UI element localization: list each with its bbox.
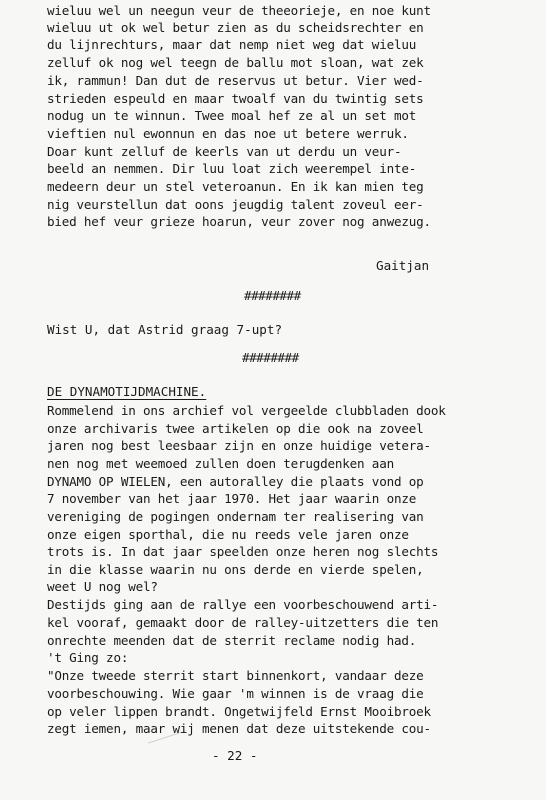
text-line: wieluu ut ok wel betur zien as du scheidsrechter en <box>47 20 424 35</box>
text-line: onze eigen sporthal, die nu reeds vele jaren onze <box>47 527 409 542</box>
signature: Gaitjan <box>376 258 430 273</box>
page-number: - 22 - <box>212 748 258 763</box>
separator-mark: ######## <box>244 288 301 303</box>
text-line: onrechte meenden dat de sterrit reclame nodig had. <box>47 633 417 648</box>
text-line: 't Ging zo: <box>47 650 129 665</box>
text-line: onze archivaris twee artikelen op die ook na zoveel <box>47 421 424 436</box>
text-line: wieluu wel un neegun veur de theeorieje, en noe kunt <box>47 3 431 18</box>
text-line: DYNAMO OP WIELEN, een autoralley die plaats vond op <box>47 474 424 489</box>
text-line: Destijds ging aan de rallye een voorbeschouwend arti- <box>47 597 439 612</box>
text-line: in die klasse waarin nu ons derde en vierde spelen, <box>47 562 424 577</box>
text-line: ik, rammun! Dan dut de reservus ut betur. Vier wed- <box>47 73 424 88</box>
text-line: du lijnrechturs, maar dat nemp niet weg dat wieluu <box>47 37 417 52</box>
question-line: Wist U, dat Astrid graag 7-upt? <box>47 322 283 337</box>
text-line: bied hef veur grieze hoarun, veur zover nog anwezug. <box>47 214 431 229</box>
text-line: op veler lippen brandt. Ongetwijfeld Ernst Mooibroek <box>47 704 431 719</box>
text-line: weet U nog wel? <box>47 579 158 594</box>
text-line: Rommelend in ons archief vol vergeelde clubbladen dook <box>47 403 446 418</box>
text-line: vereniging de pogingen ondernam ter realisering van <box>47 509 424 524</box>
text-line: medeern deur un stel veteroanun. En ik kan mien teg <box>47 179 424 194</box>
text-line: strieden espeuld en maar twoalf van du twintig sets <box>47 91 424 106</box>
text-line: jaren nog best leesbaar zijn en onze huidige vetera- <box>47 438 431 453</box>
text-line: vieftien nul ewonnun en das noe ut betere werruk. <box>47 126 409 141</box>
text-line: 7 november van het jaar 1970. Het jaar waarin onze <box>47 491 417 506</box>
text-line: nig veurstellun dat oons jeugdig talent zoveul eer- <box>47 197 424 212</box>
text-line: "Onze tweede sterrit start binnenkort, vandaar deze <box>47 668 424 683</box>
text-line: voorbeschouwing. Wie gaar 'm winnen is de vraag die <box>47 686 424 701</box>
text-line: zegt iemen, maar wij menen dat deze uitstekende cou- <box>47 721 431 736</box>
text-line: nodug un te winnun. Twee moal hef ze al un set mot <box>47 108 417 123</box>
text-line: nen nog met weemoed zullen doen terugdenken aan <box>47 456 394 471</box>
text-line: beeld an nemmen. Dir luu loat zich weerempel inte- <box>47 161 417 176</box>
text-line: zelluf ok nog wel teegn de ballu mot sloan, wat zek <box>47 55 424 70</box>
separator-mark: ######## <box>242 350 299 365</box>
text-line: kel vooraf, gemaakt door de ralley-uitzetters die ten <box>47 615 439 630</box>
text-line: trots is. In dat jaar speelden onze heren nog slechts <box>47 544 439 559</box>
text-line: Doar kunt zelluf de keerls van ut derdu un veur- <box>47 144 402 159</box>
section-heading: DE DYNAMOTIJDMACHINE. <box>47 384 207 399</box>
